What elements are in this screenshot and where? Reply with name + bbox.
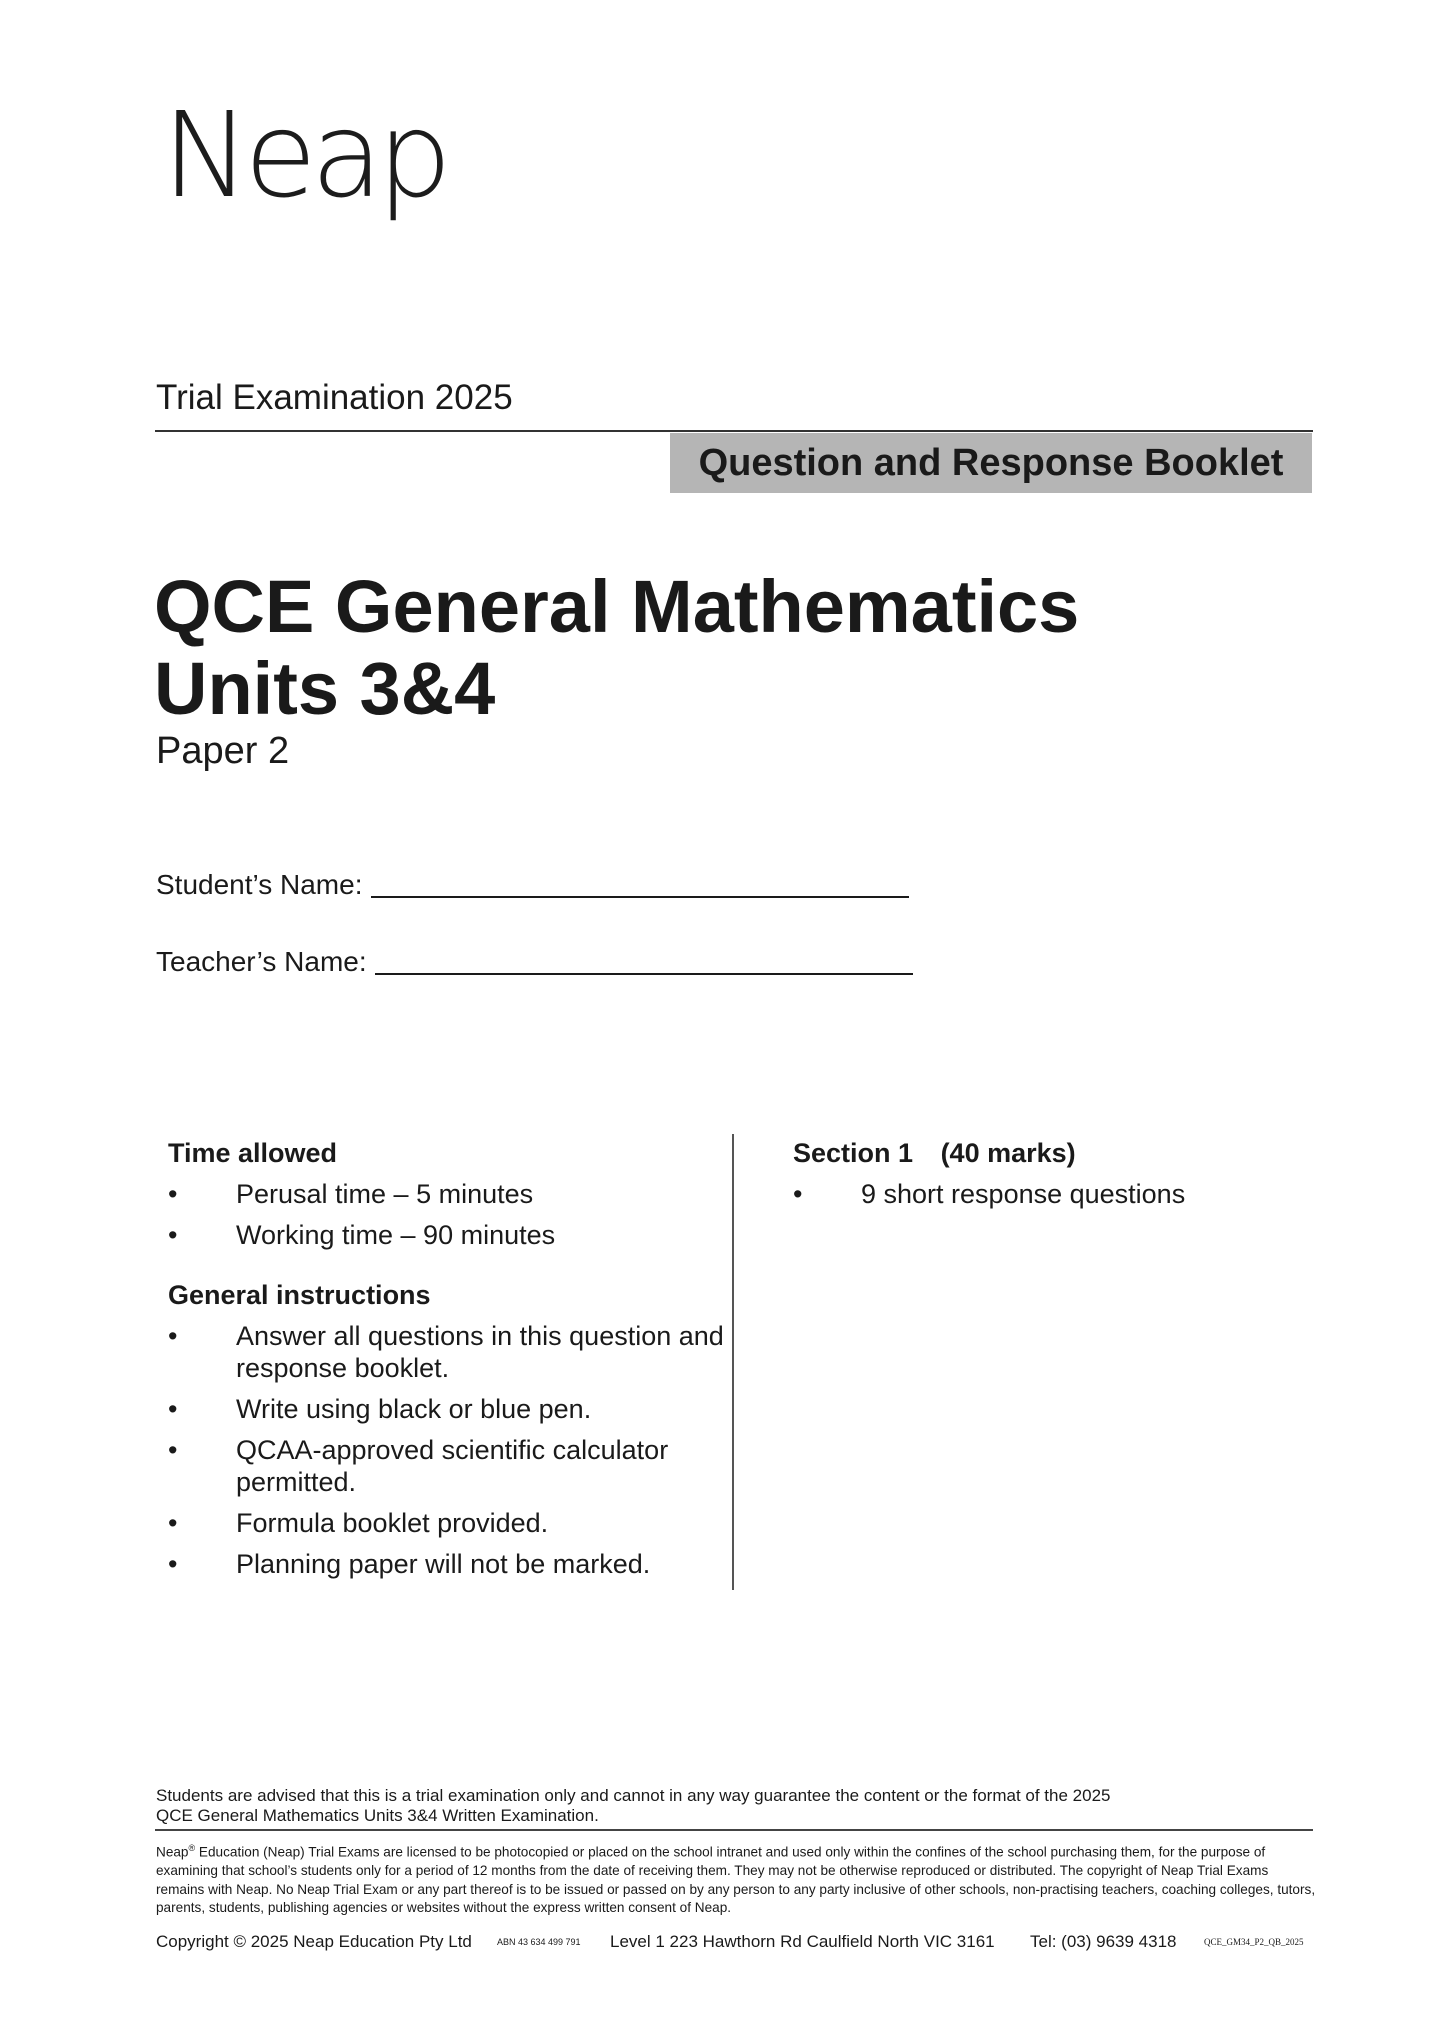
bullet-icon: •: [793, 1179, 803, 1209]
section-name: Section 1: [793, 1138, 914, 1168]
time-item: [168, 1178, 728, 1210]
student-name-label: Student’s Name:: [156, 869, 363, 900]
exam-title-line1: QCE General Mathematics: [154, 565, 1080, 648]
instruction-item: [168, 1320, 728, 1384]
document-code: QCE_GM34_P2_QB_2025: [1204, 1937, 1304, 1947]
time-item-text: Perusal time – 5 minutes: [236, 1179, 534, 1209]
instruction-item-text: QCAA-approved scientific calculator permitted.: [236, 1435, 669, 1497]
right-info-column: [793, 1137, 1313, 1210]
student-name-field: [156, 868, 909, 902]
bullet-icon: •: [168, 1435, 178, 1465]
time-allowed-heading: Time allowed: [168, 1138, 338, 1168]
bullet-icon: •: [168, 1179, 178, 1209]
exam-title-line2: Units 3&4: [154, 647, 496, 730]
advice-line-1: Students are advised that this is a trial examination only and cannot in any way guarantee the content or the format of the 2025: [156, 1786, 1111, 1805]
section-heading: [793, 1137, 1313, 1169]
time-item-text: Working time – 90 minutes: [236, 1220, 556, 1250]
instruction-item-text: Answer all questions in this question and response booklet.: [236, 1321, 724, 1383]
instruction-item-text: Write using black or blue pen.: [236, 1394, 592, 1424]
registered-mark: ®: [188, 1843, 196, 1853]
license-notice: [156, 1839, 1316, 1918]
instruction-item-text: Planning paper will not be marked.: [236, 1549, 651, 1579]
instruction-item: [168, 1507, 728, 1539]
instruction-item: [168, 1393, 728, 1425]
paper-number: Paper 2: [156, 730, 290, 772]
bullet-icon: •: [168, 1220, 178, 1250]
abn-text: ABN 43 634 499 791: [497, 1937, 581, 1947]
teacher-name-blank[interactable]: [375, 973, 913, 975]
section-item: [793, 1178, 1313, 1210]
teacher-name-label: Teacher’s Name:: [156, 946, 367, 977]
section-marks: (40 marks): [940, 1138, 1076, 1168]
address-text: Level 1 223 Hawthorn Rd Caulfield North VIC 3161: [610, 1932, 995, 1951]
bullet-icon: •: [168, 1321, 178, 1351]
license-text: Education (Neap) Trial Exams are licensed to be photocopied or placed on the school intranet and used only within the confines of the school purchasing them, for the purpose of examining that school’s students only for a period of 12 months from the date of receiving them. They may not be otherwise reproduced or distributed. The copyright of Neap Trial Exams remains with Neap. No Neap Trial Exam or any part thereof is to be issued or passed on by any person to any party inclusive of other schools, non-practising teachers, coaching colleges, tutors, parents, students, publishing agencies or websites without the express written consent of Neap.: [156, 1844, 1316, 1916]
left-info-column: [168, 1137, 728, 1580]
bullet-icon: •: [168, 1549, 178, 1579]
booklet-type-banner: [670, 433, 1312, 493]
instruction-item-text: Formula booklet provided.: [236, 1508, 549, 1538]
copyright-text: Copyright © 2025 Neap Education Pty Ltd: [156, 1932, 472, 1951]
telephone-text: Tel: (03) 9639 4318: [1030, 1932, 1177, 1951]
footer-divider: [155, 1829, 1313, 1831]
trial-advice-notice: [156, 1786, 1110, 1826]
general-instructions-heading: General instructions: [168, 1280, 431, 1310]
license-brand: Neap: [156, 1844, 189, 1860]
exam-title: [154, 566, 1079, 730]
booklet-type-label: Question and Response Booklet: [698, 441, 1284, 484]
trial-examination-label: Trial Examination 2025: [156, 378, 513, 417]
neap-logo: Neap: [162, 86, 447, 224]
bullet-icon: •: [168, 1508, 178, 1538]
column-divider: [732, 1134, 734, 1590]
teacher-name-field: [156, 945, 913, 979]
advice-line-2: QCE General Mathematics Units 3&4 Written Examination.: [156, 1806, 599, 1825]
bullet-icon: •: [168, 1394, 178, 1424]
time-item: [168, 1219, 728, 1251]
instruction-item: [168, 1548, 728, 1580]
instruction-item: [168, 1434, 728, 1498]
section-item-text: 9 short response questions: [861, 1179, 1186, 1209]
header-divider: [155, 430, 1313, 432]
student-name-blank[interactable]: [371, 896, 909, 898]
